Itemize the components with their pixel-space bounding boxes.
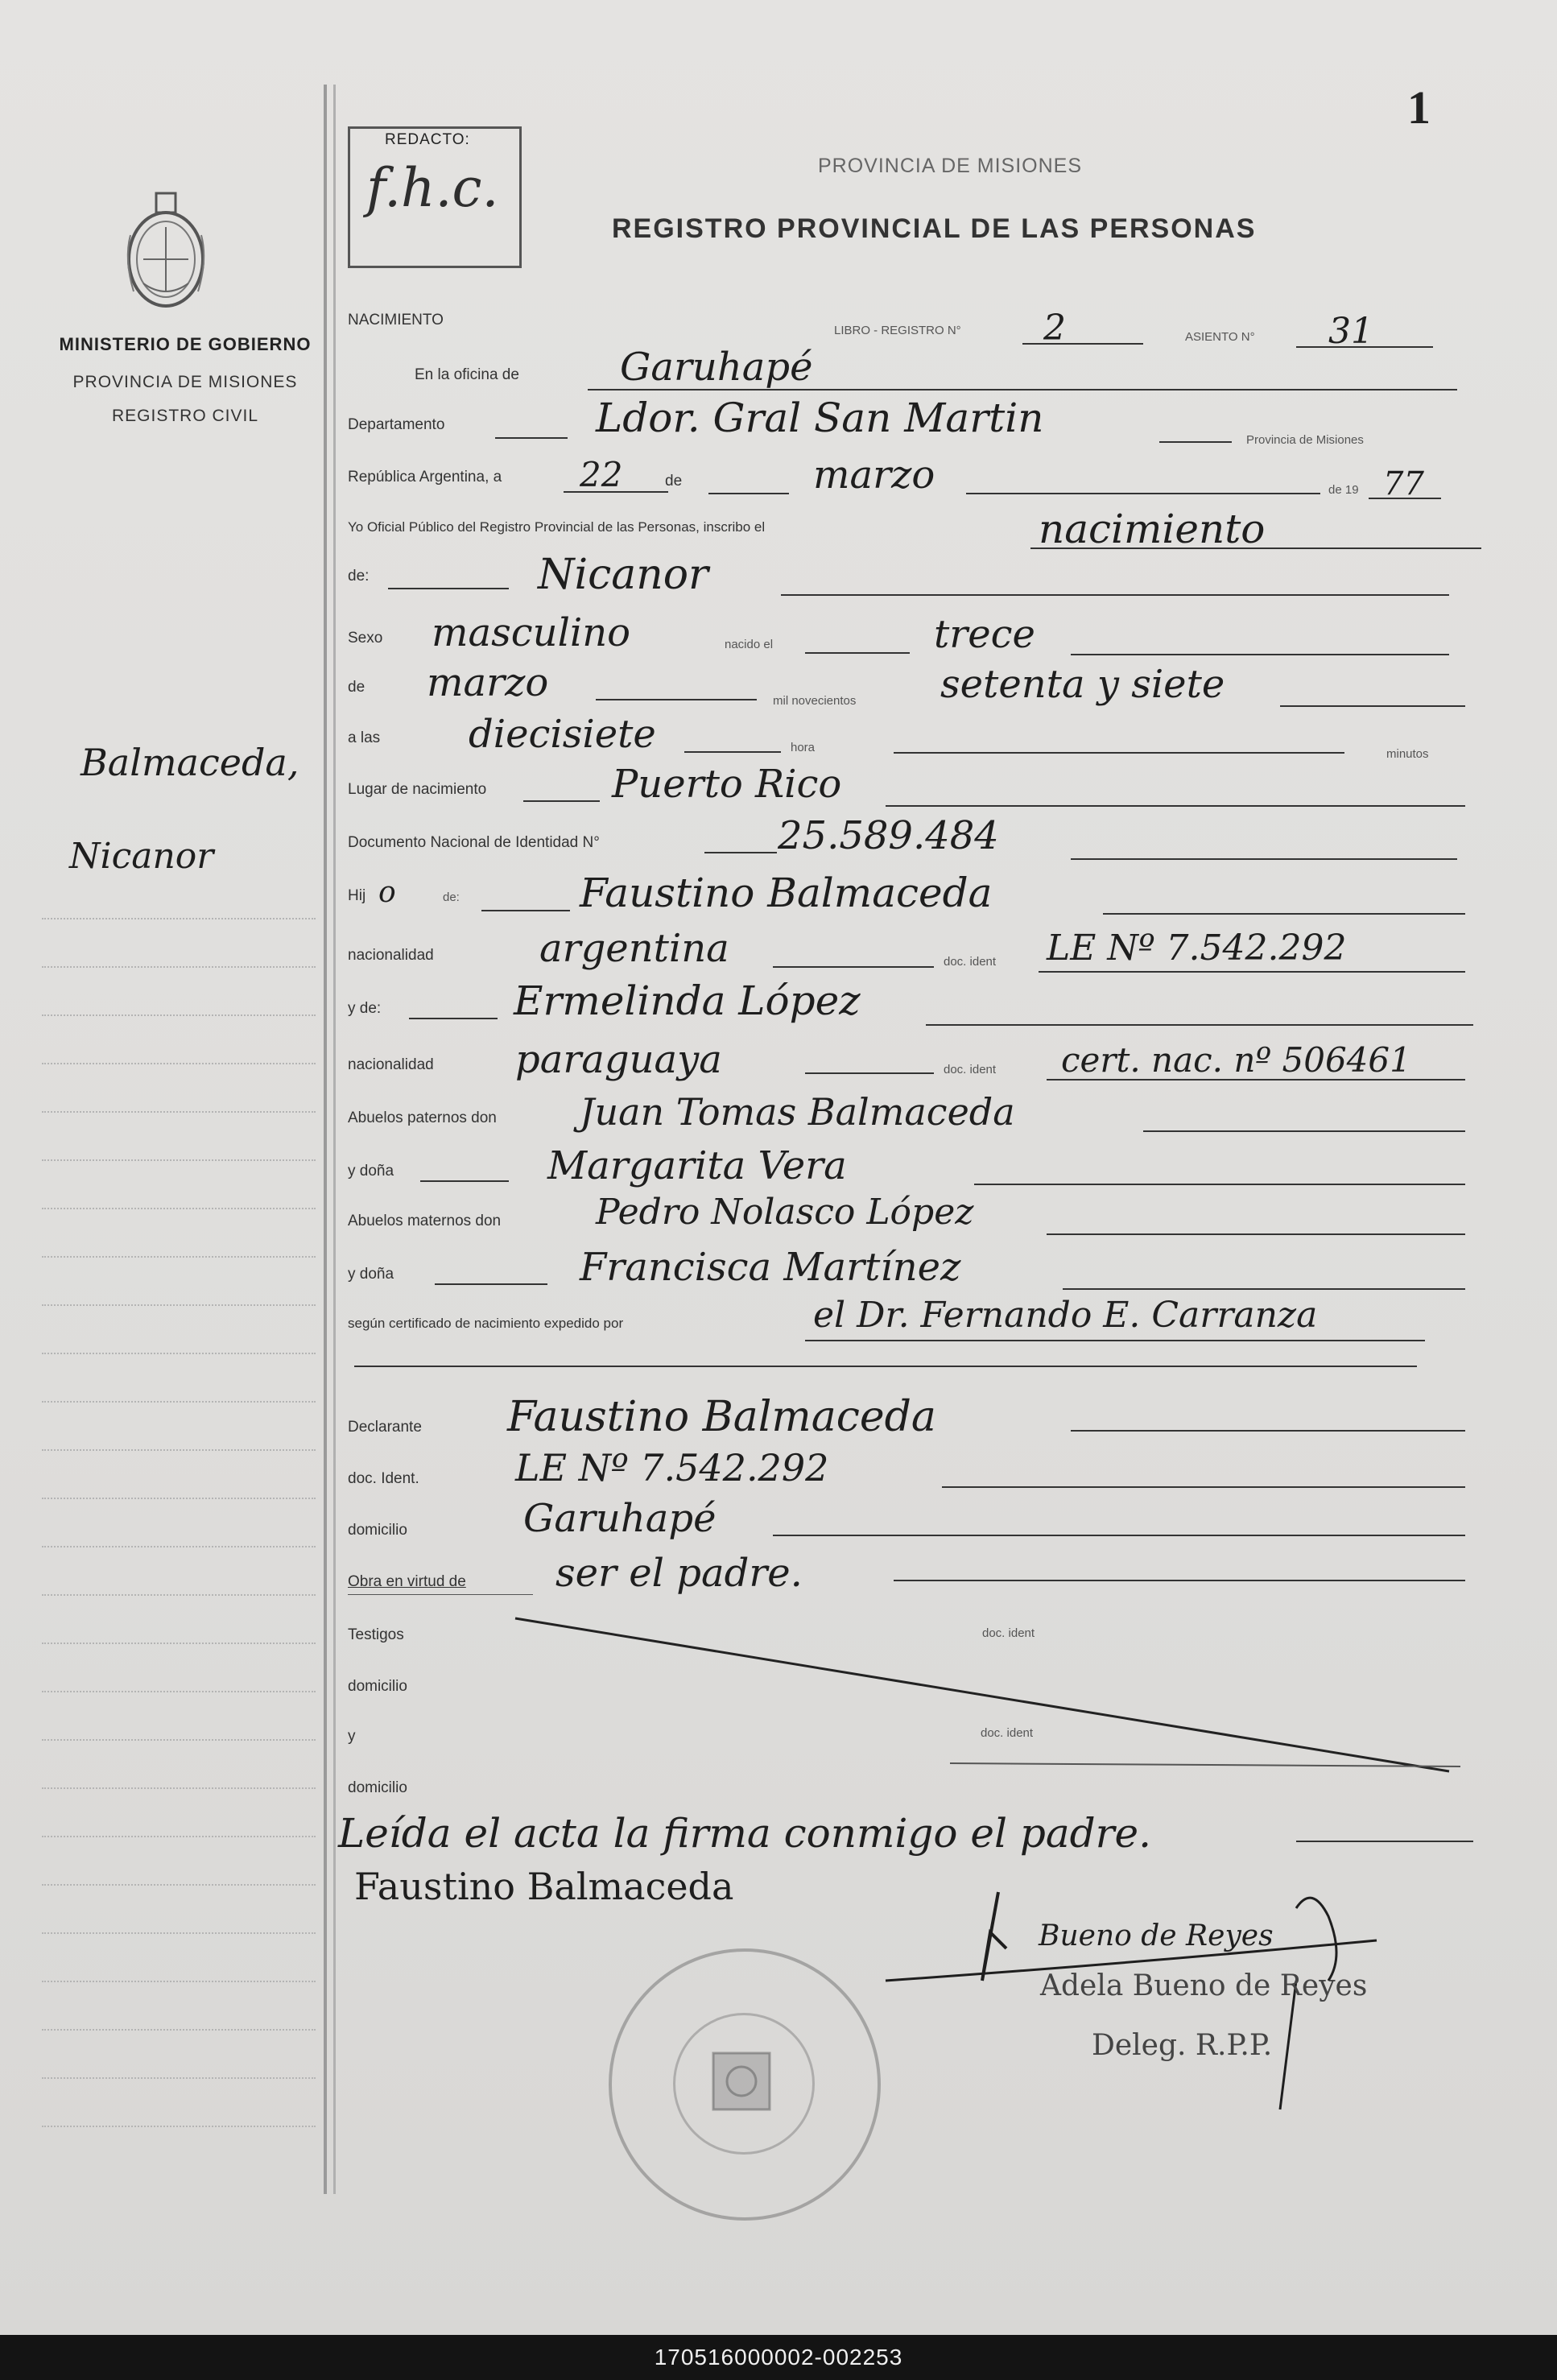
certificado-label: según certificado de nacimiento expedido por	[348, 1316, 624, 1331]
abuelo-mat-value: Pedro Nolasco López	[596, 1192, 974, 1233]
testigo2-domicilio-label: domicilio	[348, 1779, 407, 1796]
obra-value: ser el padre.	[555, 1551, 803, 1596]
oficina-value: Garuhapé	[620, 345, 813, 390]
closing-line	[1296, 1841, 1473, 1842]
nacido-label: nacido el	[725, 638, 774, 651]
departamento-value: Ldor. Gral San Martin	[596, 395, 1044, 441]
oficial-label: Yo Oficial Público del Registro Provincial de las Personas, inscribo el	[348, 519, 766, 535]
abuelos-pat-label: Abuelos paternos don	[348, 1109, 497, 1126]
padre-nac-label: nacionalidad	[348, 947, 434, 964]
sexo-value: masculino	[432, 610, 631, 655]
padre-nac-value: argentina	[539, 926, 729, 971]
obra-label: Obra en virtud de	[348, 1573, 466, 1590]
oficial-name: Adela Bueno de Reyes	[1040, 1969, 1368, 2002]
testigo1-docident-label: doc. ident	[982, 1626, 1035, 1640]
de-label: de	[665, 473, 683, 490]
margin-surname: Balmaceda,	[81, 741, 299, 784]
page-number: 1	[1407, 81, 1431, 134]
abuelos-mat-label: Abuelos maternos don	[348, 1213, 502, 1229]
minutos-label: minutos	[1386, 747, 1429, 761]
lugar-value: Puerto Rico	[612, 762, 842, 807]
madre-doc-value: cert. nac. nº 506461	[1061, 1040, 1411, 1080]
domicilio-label: domicilio	[348, 1522, 407, 1539]
anio-value: 77	[1383, 465, 1424, 502]
sexo-label: Sexo	[348, 630, 383, 647]
madre-nac-value: paraguaya	[515, 1037, 722, 1082]
testigo2-docident-label: doc. ident	[981, 1726, 1034, 1740]
asiento-label: ASIENTO N°	[1185, 330, 1255, 344]
testigos-label: Testigos	[348, 1626, 404, 1643]
hora-label: hora	[791, 741, 816, 754]
padre-value: Faustino Balmaceda	[580, 870, 993, 916]
de-nombre-label: de:	[348, 568, 370, 585]
ministry-province: PROVINCIA DE MISIONES	[72, 373, 298, 391]
redacto-label: REDACTO:	[385, 131, 470, 148]
y-de-label: y de:	[348, 1000, 382, 1017]
alas-label: a las	[348, 729, 381, 746]
madre-value: Ermelinda López	[514, 977, 861, 1024]
declarante-label: Declarante	[348, 1419, 422, 1436]
ministry-civil-registry: REGISTRO CIVIL	[111, 407, 259, 425]
ministry-name: MINISTERIO DE GOBIERNO	[59, 334, 312, 354]
domicilio-value: Garuhapé	[523, 1496, 717, 1541]
republica-label: República Argentina, a	[348, 469, 502, 486]
certificado-value: el Dr. Fernando E. Carranza	[813, 1295, 1318, 1336]
closing-note: Leída el acta la firma conmigo el padre.	[338, 1810, 1152, 1857]
province-title: PROVINCIA DE MISIONES	[818, 155, 1083, 177]
padre-doc-value: LE Nº 7.542.292	[1047, 928, 1347, 969]
libro-label: LIBRO - REGISTRO N°	[834, 324, 961, 337]
lugar-label: Lugar de nacimiento	[348, 781, 487, 798]
dni-label: Documento Nacional de Identidad N°	[348, 834, 600, 851]
anio-nac-value: setenta y siete	[940, 662, 1225, 707]
departamento-label: Departamento	[348, 416, 445, 433]
provincia-suffix: Provincia de Misiones	[1246, 433, 1364, 447]
dni-value: 25.589.484	[778, 813, 999, 858]
acto-value: nacimiento	[1039, 506, 1266, 552]
oficial-title: Deleg. R.P.P.	[1092, 2029, 1273, 2062]
signature-oficial: Bueno de Reyes	[1039, 1919, 1274, 1952]
madre-nac-label: nacionalidad	[348, 1056, 434, 1073]
doc-ident-label: doc. Ident.	[348, 1470, 419, 1487]
image-code: 170516000002-002253	[654, 2345, 903, 2370]
asiento-value: 31	[1328, 311, 1373, 352]
madre-docident-label: doc. ident	[944, 1063, 997, 1076]
anio-prefix: de 19	[1328, 483, 1359, 497]
hora-value: diecisiete	[469, 712, 656, 757]
redacto-initials: f.h.c.	[366, 157, 499, 219]
abuela-mat-label: y doña	[348, 1266, 394, 1283]
abuela-mat-value: Francisca Martínez	[580, 1245, 961, 1290]
hijo-label: Hij	[348, 887, 366, 904]
mes-value: marzo	[813, 452, 935, 498]
nombre-value: Nicanor	[538, 551, 708, 599]
hijo-de-label: de:	[443, 890, 460, 904]
margin-given-name: Nicanor	[69, 836, 214, 877]
registry-title: REGISTRO PROVINCIAL DE LAS PERSONAS	[612, 213, 1257, 244]
section-label: NACIMIENTO	[348, 312, 444, 328]
abuelo-pat-value: Juan Tomas Balmaceda	[580, 1090, 1015, 1134]
dia-nac-value: trece	[934, 612, 1035, 657]
padre-docident-label: doc. ident	[944, 955, 997, 969]
de-mes-label: de	[348, 679, 366, 696]
testigo1-domicilio-label: domicilio	[348, 1678, 407, 1695]
dia-value: 22	[580, 455, 623, 494]
oficina-label: En la oficina de	[415, 366, 519, 383]
signature-padre: Faustino Balmaceda	[354, 1865, 734, 1908]
hijo-suffix: o	[378, 876, 396, 909]
mes-nac-value: marzo	[427, 660, 549, 705]
mil-label: mil novecientos	[773, 694, 857, 708]
declarante-value: Faustino Balmaceda	[507, 1393, 936, 1441]
declarante-doc-value: LE Nº 7.542.292	[515, 1446, 829, 1490]
stamp-emblem-icon	[697, 2037, 786, 2126]
testigo2-y-label: y	[348, 1728, 356, 1745]
libro-value: 2	[1043, 308, 1066, 349]
abuela-pat-label: y doña	[348, 1163, 394, 1180]
abuela-pat-value: Margarita Vera	[547, 1143, 847, 1188]
